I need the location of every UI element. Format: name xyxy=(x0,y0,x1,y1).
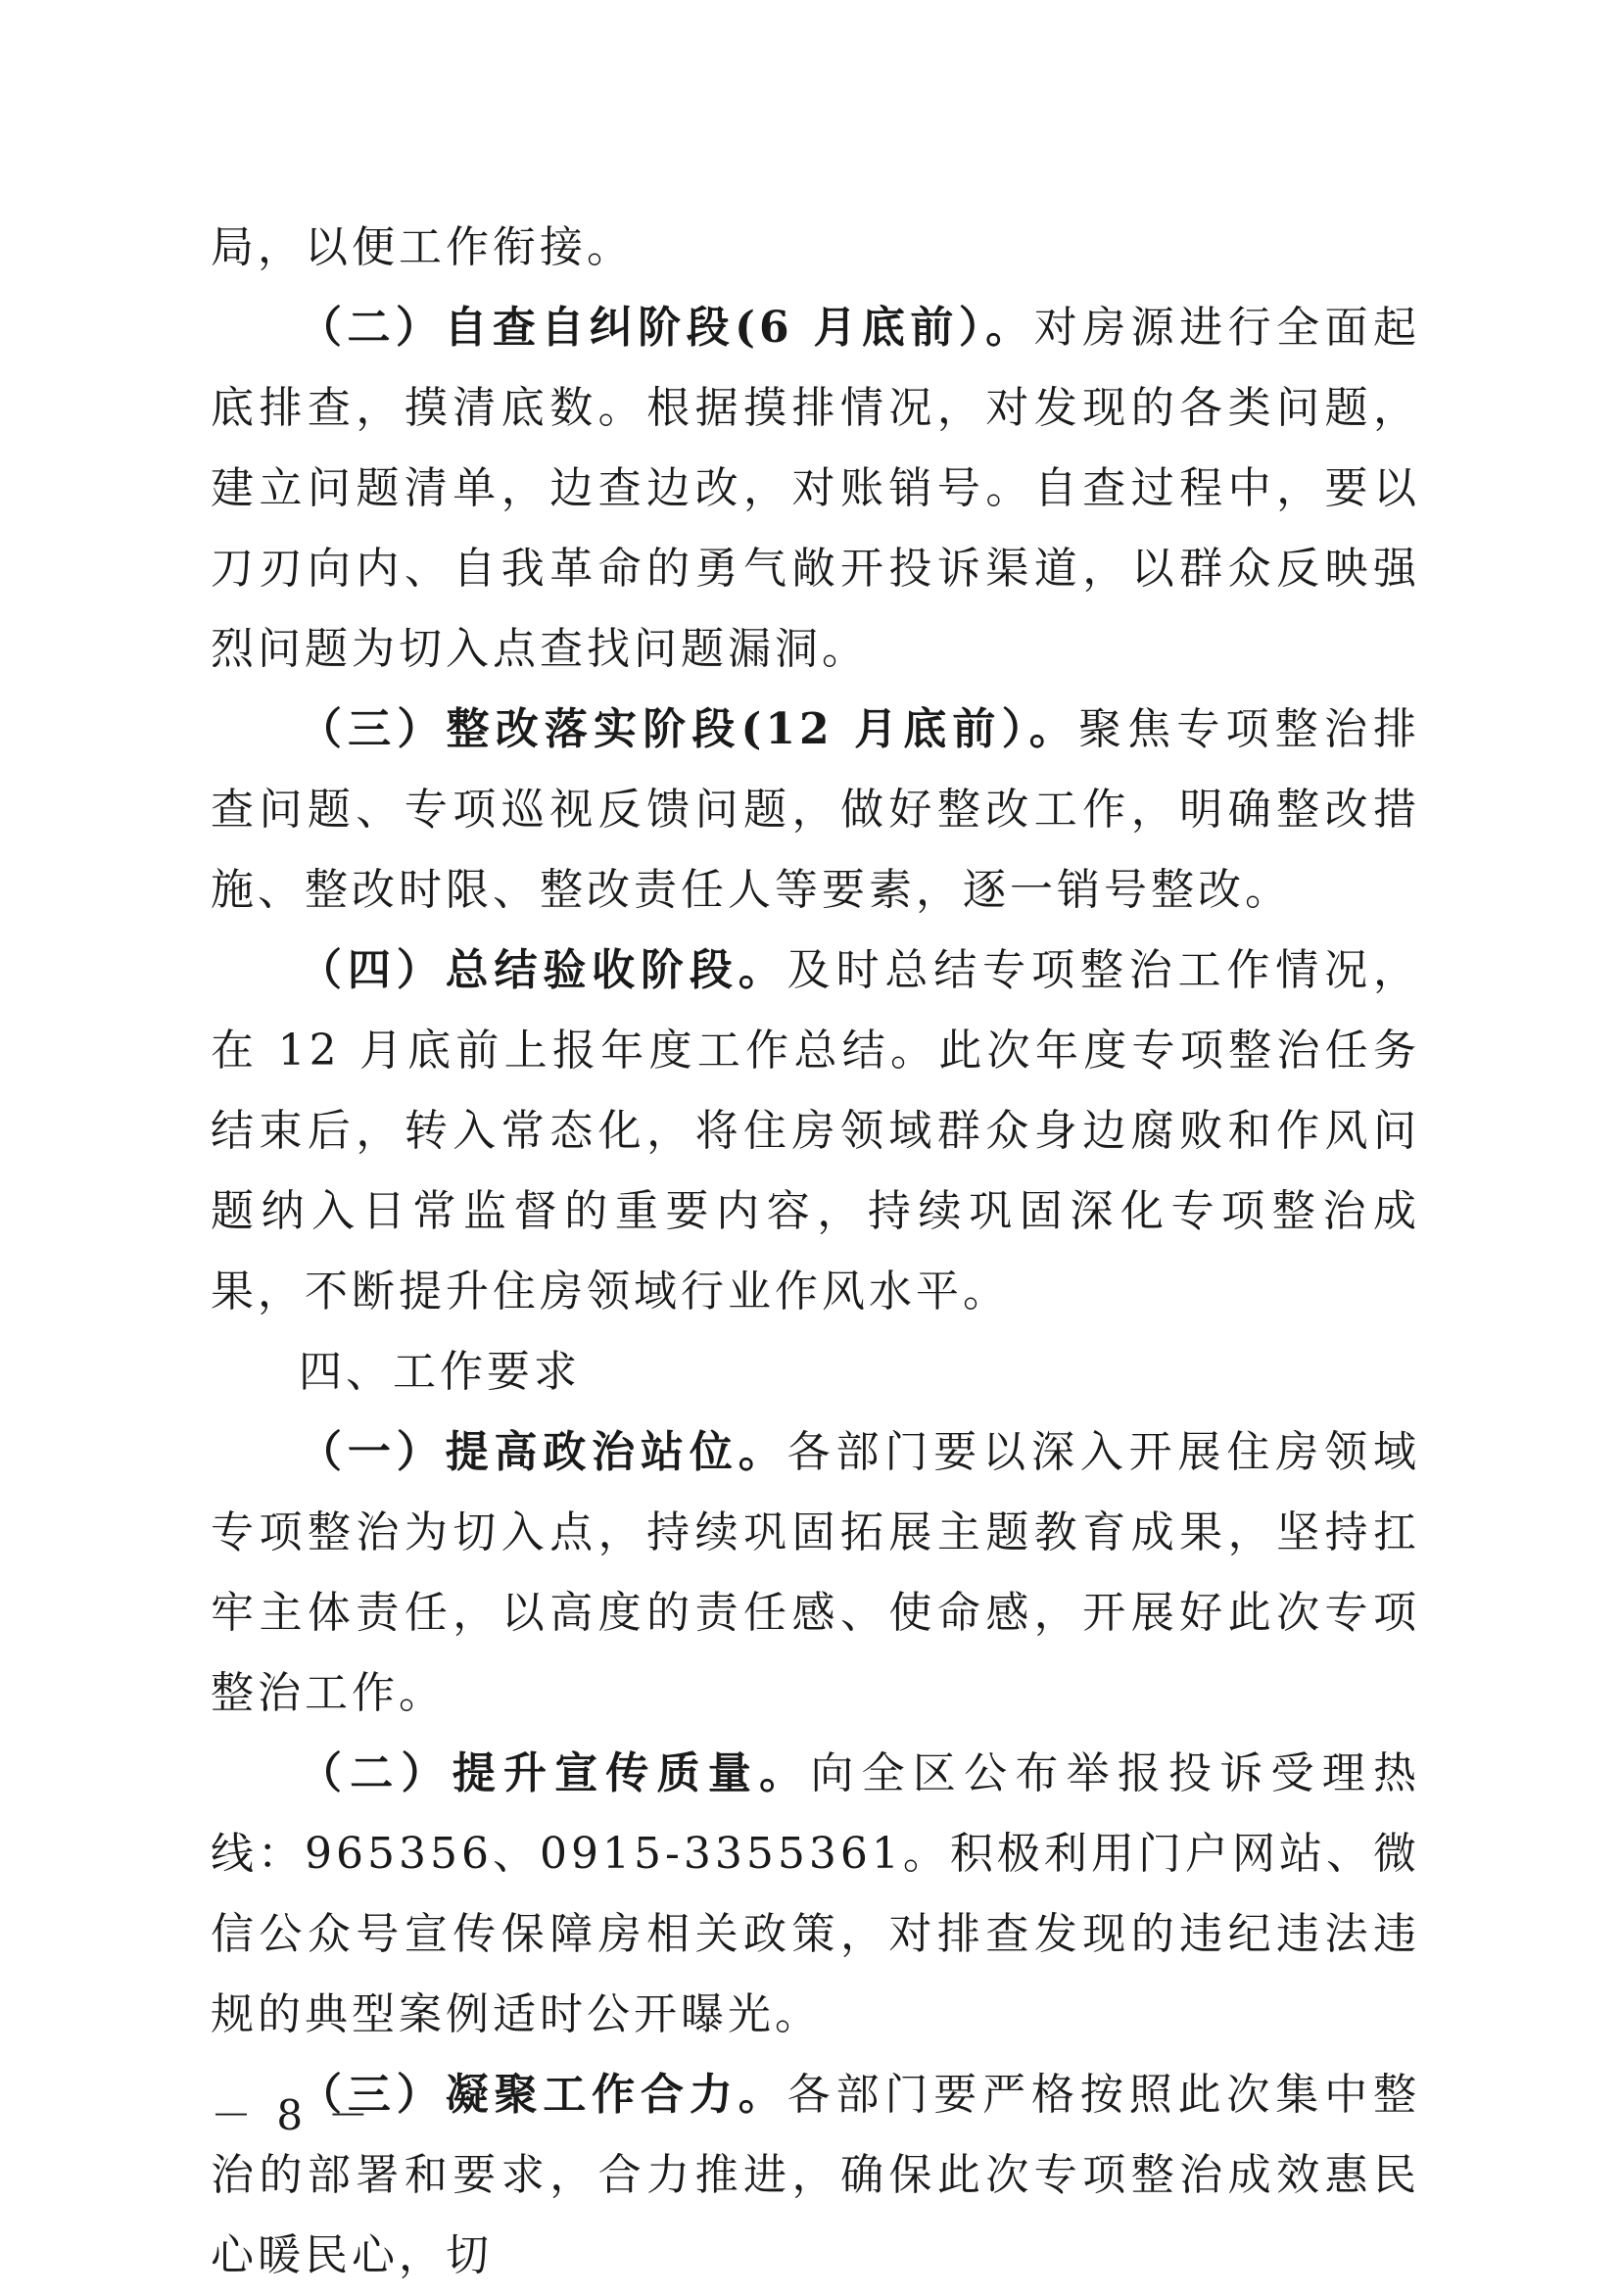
paragraph-heading: （三）凝聚工作合力。 xyxy=(299,2070,787,2120)
paragraph-text: 及时总结专项整治工作情况，在 12 月底前上报年度工作总结。此次年度专项整治任务结束后，转入常态化，将住房领域群众身边腐败和作风问题纳入日常监督的重要内容，持续巩固深化专项整治成果，不断提升住房领域行业作风水平。 xyxy=(211,945,1421,1316)
paragraph-text: 聚焦专项整治排查问题、专项巡视反馈问题，做好整改工作，明确整改措施、整改时限、整改责任人等要素，逐一销号整改。 xyxy=(211,704,1421,915)
paragraph-text: 对房源进行全面起底排查，摸清底数。根据摸排情况，对发现的各类问题，建立问题清单，边查边改，对账销号。自查过程中，要以刀刃向内、自我革命的勇气敞开投诉渠道，以群众反映强烈问题为切入点查找问题漏洞。 xyxy=(211,303,1420,674)
page-number: － 8 － xyxy=(211,2091,375,2139)
paragraph-text: 各部门要以深入开展住房领域专项整治为切入点，持续巩固拓展主题教育成果，坚持扛牢主体责任，以高度的责任感、使命感，开展好此次专项整治工作。 xyxy=(211,1427,1421,1718)
paragraph-stage-3 xyxy=(211,690,1420,931)
paragraph-heading: （三）整改落实阶段(12 月底前）。 xyxy=(299,704,1078,754)
paragraph-heading: （一）提高政治站位。 xyxy=(299,1427,787,1477)
paragraph-requirement-3 xyxy=(211,2055,1420,2296)
document-body xyxy=(211,208,1420,2296)
paragraph-continuation xyxy=(211,208,1420,288)
paragraph-text: 各部门要严格按照此次集中整治的部署和要求，合力推进，确保此次专项整治成效惠民心暖民心，切 xyxy=(211,2070,1421,2280)
paragraph-text: 局，以便工作衔接。 xyxy=(211,222,634,272)
paragraph-text: 向全区公布举报投诉受理热线：965356、0915-3355361。积极利用门户网站、微信公众号宣传保障房相关政策，对排查发现的违纪违法违规的典型案例适时公开曝光。 xyxy=(211,1748,1421,2039)
paragraph-heading: （二）自查自纠阶段(6 月底前）。 xyxy=(299,303,1034,353)
paragraph-heading: （四）总结验收阶段。 xyxy=(299,945,787,995)
paragraph-requirement-1 xyxy=(211,1412,1420,1734)
paragraph-stage-4 xyxy=(211,931,1420,1332)
section-heading: 四、工作要求 xyxy=(299,1347,581,1397)
paragraph-requirement-2 xyxy=(211,1734,1420,2055)
paragraph-stage-2 xyxy=(211,288,1420,690)
paragraph-heading: （二）提升宣传质量。 xyxy=(299,1748,811,1798)
